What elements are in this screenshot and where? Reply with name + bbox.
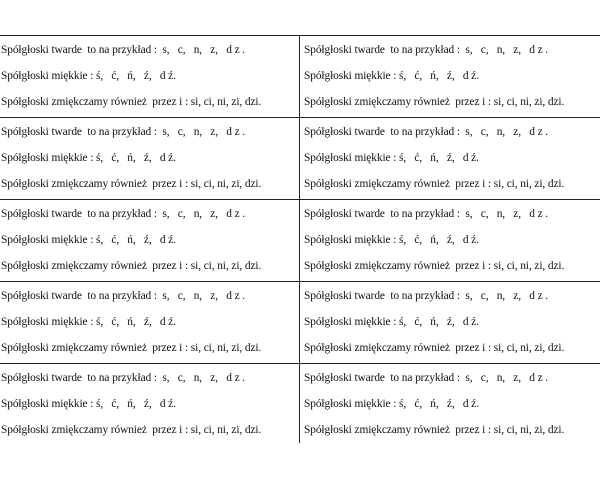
softening-rule-line: Spółgłoski zmiękczamy również przez i : si, ci, ni, zi, dzi. bbox=[1, 260, 262, 272]
card-row bbox=[0, 118, 600, 200]
card bbox=[300, 36, 600, 118]
card-row bbox=[0, 200, 600, 282]
softening-rule-line: Spółgłoski zmiękczamy również przez i : si, ci, ni, zi, dzi. bbox=[1, 96, 262, 108]
hard-consonants-line: Spółgłoski twarde to na przykład : s, c, n, z, d z . bbox=[1, 44, 246, 56]
hard-consonants-line: Spółgłoski twarde to na przykład : s, c, n, z, d z . bbox=[1, 290, 246, 302]
card-content bbox=[0, 200, 299, 281]
card bbox=[300, 200, 600, 282]
soft-consonants-line: Spółgłoski miękkie : ś, ć, ń, ź, d ź. bbox=[1, 234, 176, 246]
card-content bbox=[0, 364, 299, 445]
cut-out-card-grid bbox=[0, 35, 600, 446]
hard-consonants-line: Spółgłoski twarde to na przykład : s, c, n, z, d z . bbox=[1, 126, 246, 138]
card bbox=[0, 282, 300, 364]
softening-rule-line: Spółgłoski zmiękczamy również przez i : si, ci, ni, zi, dzi. bbox=[304, 342, 565, 354]
card-row bbox=[0, 364, 600, 446]
softening-rule-line: Spółgłoski zmiękczamy również przez i : si, ci, ni, zi, dzi. bbox=[1, 342, 262, 354]
soft-consonants-line: Spółgłoski miękkie : ś, ć, ń, ź, d ź. bbox=[304, 234, 479, 246]
softening-rule-line: Spółgłoski zmiękczamy również przez i : si, ci, ni, zi, dzi. bbox=[1, 178, 262, 190]
soft-consonants-line: Spółgłoski miękkie : ś, ć, ń, ź, d ź. bbox=[304, 70, 479, 82]
hard-consonants-line: Spółgłoski twarde to na przykład : s, c, n, z, d z . bbox=[304, 44, 549, 56]
card bbox=[0, 200, 300, 282]
card-content bbox=[0, 118, 299, 199]
card-row bbox=[0, 282, 600, 364]
card bbox=[300, 364, 600, 446]
soft-consonants-line: Spółgłoski miękkie : ś, ć, ń, ź, d ź. bbox=[1, 398, 176, 410]
softening-rule-line: Spółgłoski zmiękczamy również przez i : si, ci, ni, zi, dzi. bbox=[304, 260, 565, 272]
hard-consonants-line: Spółgłoski twarde to na przykład : s, c, n, z, d z . bbox=[1, 372, 246, 384]
soft-consonants-line: Spółgłoski miękkie : ś, ć, ń, ź, d ź. bbox=[304, 398, 479, 410]
page-margin bbox=[0, 443, 600, 480]
card-content bbox=[300, 118, 600, 199]
hard-consonants-line: Spółgłoski twarde to na przykład : s, c, n, z, d z . bbox=[304, 126, 549, 138]
soft-consonants-line: Spółgłoski miękkie : ś, ć, ń, ź, d ź. bbox=[1, 152, 176, 164]
card bbox=[300, 118, 600, 200]
softening-rule-line: Spółgłoski zmiękczamy również przez i : si, ci, ni, zi, dzi. bbox=[1, 424, 262, 436]
soft-consonants-line: Spółgłoski miękkie : ś, ć, ń, ź, d ź. bbox=[304, 316, 479, 328]
card-content bbox=[300, 282, 600, 363]
card-content bbox=[0, 282, 299, 363]
card-content bbox=[300, 36, 600, 117]
hard-consonants-line: Spółgłoski twarde to na przykład : s, c, n, z, d z . bbox=[304, 208, 549, 220]
card bbox=[0, 36, 300, 118]
hard-consonants-line: Spółgłoski twarde to na przykład : s, c, n, z, d z . bbox=[304, 372, 549, 384]
worksheet bbox=[0, 35, 600, 446]
softening-rule-line: Spółgłoski zmiękczamy również przez i : si, ci, ni, zi, dzi. bbox=[304, 96, 565, 108]
card-content bbox=[0, 36, 299, 117]
softening-rule-line: Spółgłoski zmiękczamy również przez i : si, ci, ni, zi, dzi. bbox=[304, 424, 565, 436]
softening-rule-line: Spółgłoski zmiękczamy również przez i : si, ci, ni, zi, dzi. bbox=[304, 178, 565, 190]
card-content bbox=[300, 364, 600, 445]
hard-consonants-line: Spółgłoski twarde to na przykład : s, c, n, z, d z . bbox=[304, 290, 549, 302]
card bbox=[0, 364, 300, 446]
soft-consonants-line: Spółgłoski miękkie : ś, ć, ń, ź, d ź. bbox=[1, 70, 176, 82]
card-content bbox=[300, 200, 600, 281]
card bbox=[300, 282, 600, 364]
soft-consonants-line: Spółgłoski miękkie : ś, ć, ń, ź, d ź. bbox=[304, 152, 479, 164]
card-row bbox=[0, 36, 600, 118]
soft-consonants-line: Spółgłoski miękkie : ś, ć, ń, ź, d ź. bbox=[1, 316, 176, 328]
card bbox=[0, 118, 300, 200]
hard-consonants-line: Spółgłoski twarde to na przykład : s, c, n, z, d z . bbox=[1, 208, 246, 220]
